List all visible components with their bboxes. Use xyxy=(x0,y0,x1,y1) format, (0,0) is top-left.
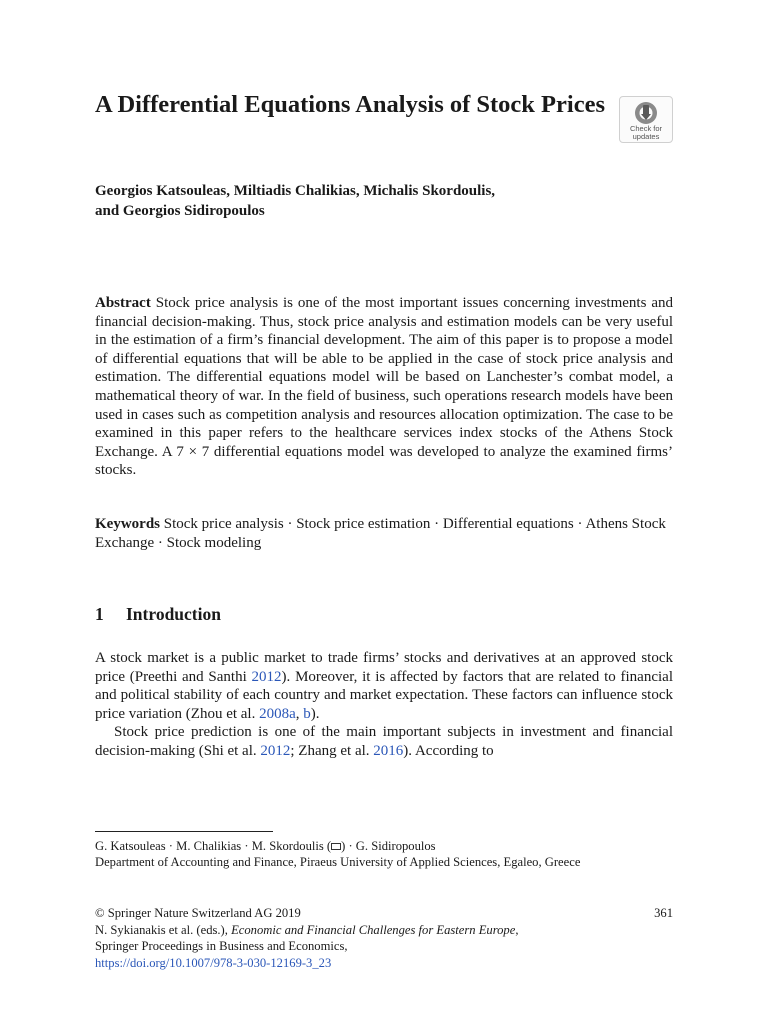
text-run: ). Moreover, it is affected by factors that are related to financial and political stability of each country and market expectation. These factors can influence stock price variation (Zhou et al. xyxy=(95,668,673,722)
text-run: N. Sykianakis et al. (eds.), xyxy=(95,922,232,937)
copyright: © Springer Nature Switzerland AG 2019 xyxy=(95,906,301,920)
series: Springer Proceedings in Business and Economics, xyxy=(95,939,348,953)
abstract-text: Stock price analysis is one of the most important issues concerning investments and financial decision-making. Thus, stock price analysis and estimation models can be very useful in the estimation of a firm’s financial development. The aim of this paper is to propose a model of differential equations that will be able to be applied in the case of stock price analysis and estimation. The differential equations model will be based on Lanchester’s combat model, a mathematical theory of war. In the field of business, such operations research models have been used in cases such as competition analysis and resources allocation optimization. The case to be examined in this paper refers to the healthcare services index stocks of the Athens Stock Exchange. A 7 × 7 differential equations model was developed to analyze the examined firms’ stocks. xyxy=(95,295,673,479)
footnote-publication xyxy=(95,905,675,971)
text-run: ) · G. Sidiropoulos xyxy=(341,839,436,853)
paper-title: A Differential Equations Analysis of Stock Prices xyxy=(95,91,605,118)
citation-link[interactable]: 2008a xyxy=(259,705,296,722)
keywords-text: Stock price analysis · Stock price estimation · Differential equations · Athens Stock Exchange · Stock modeling xyxy=(95,516,666,551)
citation-link[interactable]: b xyxy=(303,705,311,722)
text-run: , xyxy=(515,922,519,937)
intro-paragraph-1 xyxy=(95,649,673,723)
envelope-icon[interactable] xyxy=(331,843,341,850)
text-run: , xyxy=(295,705,304,722)
author-line: Georgios Katsouleas, Miltiadis Chalikias, Michalis Skordoulis, xyxy=(95,183,496,199)
text-run: ; Zhang et al. xyxy=(290,742,374,759)
citation-link[interactable]: 2012 xyxy=(260,742,291,759)
citation-link[interactable]: 2016 xyxy=(373,742,404,759)
abstract-label: Abstract xyxy=(95,295,151,311)
text-run: A stock market is a public market to trade firms’ stocks and derivatives at an approved stock price (Preethi and Santhi xyxy=(95,650,673,685)
page-number: 361 xyxy=(654,906,673,920)
footnote-authors xyxy=(95,838,675,855)
doi-link[interactable]: https://doi.org/10.1007/978-3-030-12169-3_23 xyxy=(95,955,332,970)
text-run: G. Katsouleas · M. Chalikias · M. Skordoulis ( xyxy=(95,839,332,853)
intro-paragraph-2 xyxy=(95,723,673,760)
citation-link[interactable]: 2012 xyxy=(251,668,282,685)
footnote-affiliation: Department of Accounting and Finance, Piraeus University of Applied Sciences, Egaleo, Greece xyxy=(95,855,581,869)
check-for-updates-label: Check for updates xyxy=(629,124,663,141)
footnote-divider xyxy=(95,831,273,832)
text-run: Stock price prediction is one of the main important subjects in investment and financial decision-making (Shi et al. xyxy=(95,724,673,759)
abstract xyxy=(95,294,673,480)
book-title: Economic and Financial Challenges for Eastern Europe xyxy=(231,922,516,937)
section-number: 1 xyxy=(95,604,104,624)
section-heading xyxy=(95,603,221,625)
check-for-updates-icon xyxy=(632,101,660,125)
text-run: ). xyxy=(310,705,320,722)
keywords-label: Keywords xyxy=(95,516,160,532)
author-line: and Georgios Sidiropoulos xyxy=(95,203,265,219)
check-for-updates-badge[interactable] xyxy=(619,96,673,143)
text-run: ). According to xyxy=(403,742,494,759)
section-title: Introduction xyxy=(126,604,221,624)
book-reference xyxy=(95,922,675,939)
keywords xyxy=(95,515,673,552)
author-list xyxy=(95,181,655,221)
